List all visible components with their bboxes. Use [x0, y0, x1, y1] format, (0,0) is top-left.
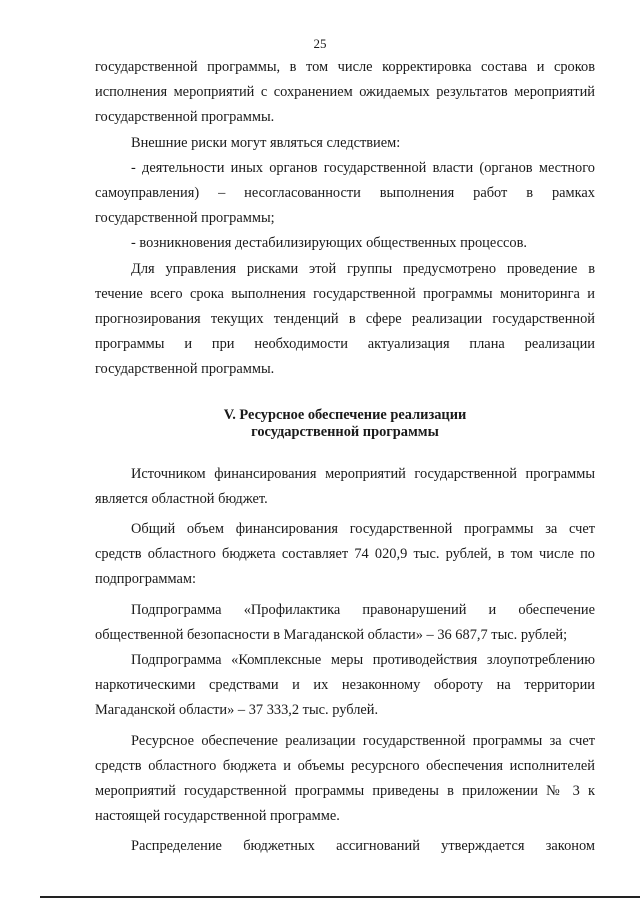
paragraph: Источником финансирования мероприятий государственной программы является областной бюджет.	[95, 465, 595, 507]
page-number: 25	[313, 36, 327, 51]
document-body	[95, 55, 595, 860]
section-heading	[95, 407, 595, 441]
paragraph: Внешние риски могут являться следствием:	[131, 134, 401, 151]
paragraph: Общий объем финансирования государственной программы за счет средств областного бюджета составляет 74 020,9 тыс. рублей, в том числе по подпрограммам:	[95, 521, 595, 588]
section-heading-line: V. Ресурсное обеспечение реализации	[223, 406, 467, 423]
bottom-border-line	[40, 896, 640, 898]
paragraph: Подпрограмма «Профилактика правонарушений и обеспечение общественной безопасности в Магаданской области» – 36 687,7 тыс. рублей;	[95, 601, 595, 643]
paragraph: Распределение бюджетных ассигнований утверждается законом	[131, 838, 595, 855]
paragraph: Для управления рисками этой группы предусмотрено проведение в течение всего срока выполнения государственной программы мониторинга и прогнозирования текущих тенденций в сфере реализации государственной программы и при необходимости актуализация плана реализации государственной программы.	[95, 260, 595, 378]
paragraph: государственной программы, в том числе корректировка состава и сроков исполнения мероприятий с сохранением ожидаемых результатов мероприятий государственной программы.	[95, 59, 595, 126]
list-item: - возникновения дестабилизирующих общественных процессов.	[131, 235, 527, 252]
paragraph: Ресурсное обеспечение реализации государственной программы за счет средств областного бюджета и объемы ресурсного обеспечения исполнителей мероприятий государственной программы приведены в приложении № 3 к настоящей государственной программе.	[95, 732, 595, 825]
paragraph: Подпрограмма «Комплексные меры противодействия злоупотреблению наркотическими средствами и их незаконному обороту на территории Магаданской области» – 37 333,2 тыс. рублей.	[95, 652, 595, 719]
list-item: - деятельности иных органов государственной власти (органов местного самоуправления) – несогласованности выполнения работ в рамках государственной программы;	[95, 159, 595, 227]
section-heading-line: государственной программы	[251, 423, 439, 440]
